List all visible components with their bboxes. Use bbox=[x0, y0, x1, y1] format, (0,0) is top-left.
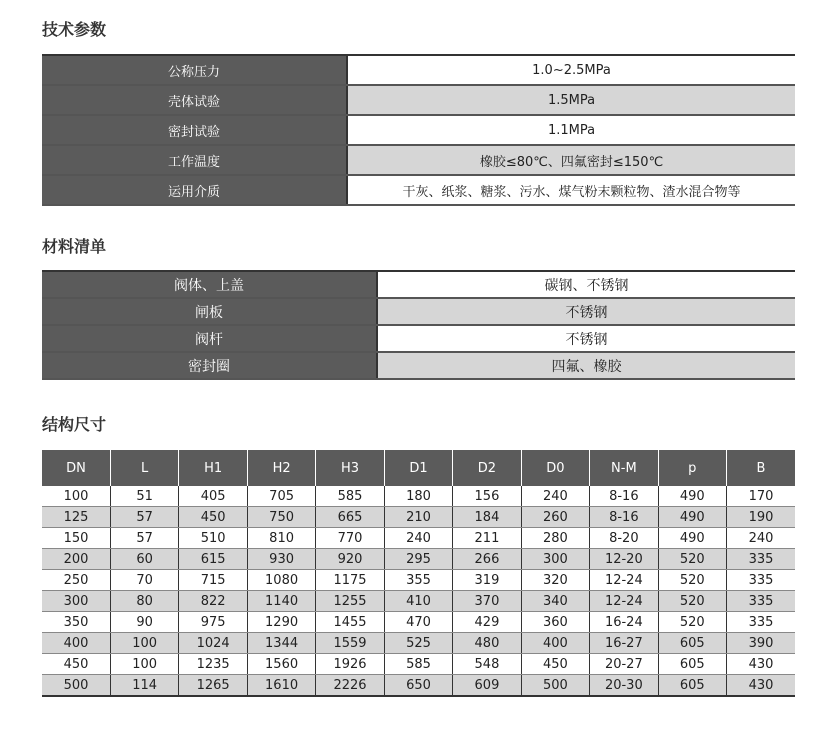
material-row bbox=[42, 298, 795, 325]
table-cell: 12-24 bbox=[590, 591, 658, 612]
table-cell: 430 bbox=[727, 675, 795, 697]
table-cell: 180 bbox=[384, 486, 452, 507]
tech-param-row-label: 密封试验 bbox=[42, 115, 347, 145]
material-row-label: 阀杆 bbox=[42, 325, 377, 352]
table-row bbox=[42, 654, 795, 675]
table-cell: 1344 bbox=[247, 633, 315, 654]
table-cell: 350 bbox=[42, 612, 110, 633]
table-cell: 585 bbox=[316, 486, 384, 507]
tech-params-title: 技术参数 bbox=[42, 20, 107, 39]
tech-param-row-value: 橡胶≤80℃、四氟密封≤150℃ bbox=[347, 145, 795, 175]
table-row bbox=[42, 591, 795, 612]
table-cell: 470 bbox=[384, 612, 452, 633]
table-cell: 520 bbox=[658, 570, 726, 591]
table-cell: 125 bbox=[42, 507, 110, 528]
table-cell: 335 bbox=[727, 591, 795, 612]
table-cell: 150 bbox=[42, 528, 110, 549]
tech-param-row bbox=[42, 85, 795, 115]
table-cell: 355 bbox=[384, 570, 452, 591]
material-row-label: 阀体、上盖 bbox=[42, 271, 377, 298]
material-row bbox=[42, 271, 795, 298]
table-cell: 429 bbox=[453, 612, 521, 633]
table-cell: 8-16 bbox=[590, 486, 658, 507]
table-cell: 430 bbox=[727, 654, 795, 675]
table-cell: 920 bbox=[316, 549, 384, 570]
table-row bbox=[42, 633, 795, 654]
table-cell: 525 bbox=[384, 633, 452, 654]
table-cell: 319 bbox=[453, 570, 521, 591]
table-cell: 1255 bbox=[316, 591, 384, 612]
table-cell: 770 bbox=[316, 528, 384, 549]
column-header: D2 bbox=[453, 450, 521, 486]
tech-param-row bbox=[42, 55, 795, 85]
table-cell: 80 bbox=[110, 591, 178, 612]
table-cell: 12-24 bbox=[590, 570, 658, 591]
table-cell: 320 bbox=[521, 570, 589, 591]
table-cell: 1175 bbox=[316, 570, 384, 591]
table-cell: 480 bbox=[453, 633, 521, 654]
table-cell: 1080 bbox=[247, 570, 315, 591]
tech-param-row-label: 运用介质 bbox=[42, 175, 347, 205]
table-cell: 400 bbox=[42, 633, 110, 654]
table-cell: 250 bbox=[42, 570, 110, 591]
table-cell: 211 bbox=[453, 528, 521, 549]
table-cell: 16-24 bbox=[590, 612, 658, 633]
materials-table bbox=[42, 270, 795, 380]
table-cell: 615 bbox=[179, 549, 247, 570]
column-header: B bbox=[727, 450, 795, 486]
material-row-value: 不锈钢 bbox=[377, 325, 795, 352]
column-header: D1 bbox=[384, 450, 452, 486]
table-cell: 1265 bbox=[179, 675, 247, 697]
material-row-label: 密封圈 bbox=[42, 352, 377, 379]
table-cell: 822 bbox=[179, 591, 247, 612]
table-cell: 360 bbox=[521, 612, 589, 633]
table-cell: 665 bbox=[316, 507, 384, 528]
column-header: N-M bbox=[590, 450, 658, 486]
table-cell: 51 bbox=[110, 486, 178, 507]
table-cell: 210 bbox=[384, 507, 452, 528]
table-cell: 1455 bbox=[316, 612, 384, 633]
column-header: H2 bbox=[247, 450, 315, 486]
table-cell: 280 bbox=[521, 528, 589, 549]
table-cell: 295 bbox=[384, 549, 452, 570]
material-row-value: 碳钢、不锈钢 bbox=[377, 271, 795, 298]
table-cell: 930 bbox=[247, 549, 315, 570]
tech-param-row bbox=[42, 115, 795, 145]
table-cell: 1610 bbox=[247, 675, 315, 697]
table-cell: 240 bbox=[521, 486, 589, 507]
table-cell: 57 bbox=[110, 528, 178, 549]
table-cell: 1140 bbox=[247, 591, 315, 612]
table-cell: 715 bbox=[179, 570, 247, 591]
dimensions-title: 结构尺寸 bbox=[42, 415, 107, 434]
table-cell: 300 bbox=[42, 591, 110, 612]
table-cell: 300 bbox=[521, 549, 589, 570]
table-cell: 605 bbox=[658, 675, 726, 697]
table-cell: 12-20 bbox=[590, 549, 658, 570]
tech-param-row bbox=[42, 145, 795, 175]
tech-param-row-value: 1.5MPa bbox=[347, 85, 795, 115]
table-cell: 20-30 bbox=[590, 675, 658, 697]
table-cell: 585 bbox=[384, 654, 452, 675]
table-cell: 340 bbox=[521, 591, 589, 612]
tech-params-table bbox=[42, 54, 795, 206]
table-cell: 190 bbox=[727, 507, 795, 528]
table-cell: 70 bbox=[110, 570, 178, 591]
table-cell: 20-27 bbox=[590, 654, 658, 675]
tech-param-row-value: 1.1MPa bbox=[347, 115, 795, 145]
table-cell: 335 bbox=[727, 612, 795, 633]
table-cell: 2226 bbox=[316, 675, 384, 697]
table-cell: 450 bbox=[179, 507, 247, 528]
material-row-label: 闸板 bbox=[42, 298, 377, 325]
table-cell: 100 bbox=[110, 654, 178, 675]
table-cell: 810 bbox=[247, 528, 315, 549]
table-cell: 975 bbox=[179, 612, 247, 633]
table-cell: 370 bbox=[453, 591, 521, 612]
table-cell: 520 bbox=[658, 591, 726, 612]
table-cell: 510 bbox=[179, 528, 247, 549]
table-cell: 410 bbox=[384, 591, 452, 612]
table-row bbox=[42, 486, 795, 507]
table-cell: 1024 bbox=[179, 633, 247, 654]
material-row bbox=[42, 352, 795, 379]
table-cell: 490 bbox=[658, 528, 726, 549]
table-cell: 548 bbox=[453, 654, 521, 675]
material-row-value: 四氟、橡胶 bbox=[377, 352, 795, 379]
table-row bbox=[42, 528, 795, 549]
table-cell: 490 bbox=[658, 507, 726, 528]
table-cell: 156 bbox=[453, 486, 521, 507]
table-cell: 605 bbox=[658, 633, 726, 654]
table-cell: 605 bbox=[658, 654, 726, 675]
dimensions-header-row bbox=[42, 450, 795, 486]
table-cell: 400 bbox=[521, 633, 589, 654]
column-header: p bbox=[658, 450, 726, 486]
table-cell: 260 bbox=[521, 507, 589, 528]
table-cell: 1559 bbox=[316, 633, 384, 654]
table-cell: 100 bbox=[42, 486, 110, 507]
material-row-value: 不锈钢 bbox=[377, 298, 795, 325]
table-row bbox=[42, 570, 795, 591]
dimensions-table bbox=[42, 450, 795, 697]
tech-param-row-label: 工作温度 bbox=[42, 145, 347, 175]
table-cell: 240 bbox=[384, 528, 452, 549]
table-cell: 335 bbox=[727, 570, 795, 591]
table-row bbox=[42, 507, 795, 528]
column-header: DN bbox=[42, 450, 110, 486]
materials-title: 材料清单 bbox=[42, 237, 107, 256]
tech-param-row-value: 1.0~2.5MPa bbox=[347, 55, 795, 85]
table-cell: 405 bbox=[179, 486, 247, 507]
material-row bbox=[42, 325, 795, 352]
tech-param-row-label: 公称压力 bbox=[42, 55, 347, 85]
table-row bbox=[42, 675, 795, 697]
table-cell: 450 bbox=[521, 654, 589, 675]
table-cell: 520 bbox=[658, 612, 726, 633]
tech-param-row-value: 干灰、纸浆、糖浆、污水、煤气粉末颗粒物、渣水混合物等 bbox=[347, 175, 795, 205]
table-cell: 57 bbox=[110, 507, 178, 528]
table-cell: 8-20 bbox=[590, 528, 658, 549]
table-row bbox=[42, 612, 795, 633]
table-cell: 170 bbox=[727, 486, 795, 507]
table-cell: 705 bbox=[247, 486, 315, 507]
table-cell: 1926 bbox=[316, 654, 384, 675]
table-cell: 490 bbox=[658, 486, 726, 507]
table-cell: 200 bbox=[42, 549, 110, 570]
column-header: D0 bbox=[521, 450, 589, 486]
tech-param-row bbox=[42, 175, 795, 205]
table-cell: 8-16 bbox=[590, 507, 658, 528]
table-cell: 266 bbox=[453, 549, 521, 570]
column-header: H3 bbox=[316, 450, 384, 486]
table-cell: 520 bbox=[658, 549, 726, 570]
table-cell: 450 bbox=[42, 654, 110, 675]
table-cell: 390 bbox=[727, 633, 795, 654]
table-cell: 650 bbox=[384, 675, 452, 697]
table-cell: 184 bbox=[453, 507, 521, 528]
table-cell: 500 bbox=[521, 675, 589, 697]
table-cell: 240 bbox=[727, 528, 795, 549]
table-cell: 60 bbox=[110, 549, 178, 570]
table-cell: 16-27 bbox=[590, 633, 658, 654]
table-cell: 1235 bbox=[179, 654, 247, 675]
column-header: H1 bbox=[179, 450, 247, 486]
table-cell: 1290 bbox=[247, 612, 315, 633]
table-cell: 609 bbox=[453, 675, 521, 697]
column-header: L bbox=[110, 450, 178, 486]
table-cell: 335 bbox=[727, 549, 795, 570]
table-cell: 90 bbox=[110, 612, 178, 633]
table-cell: 1560 bbox=[247, 654, 315, 675]
table-cell: 500 bbox=[42, 675, 110, 697]
table-cell: 750 bbox=[247, 507, 315, 528]
tech-param-row-label: 壳体试验 bbox=[42, 85, 347, 115]
table-cell: 114 bbox=[110, 675, 178, 697]
table-cell: 100 bbox=[110, 633, 178, 654]
table-row bbox=[42, 549, 795, 570]
